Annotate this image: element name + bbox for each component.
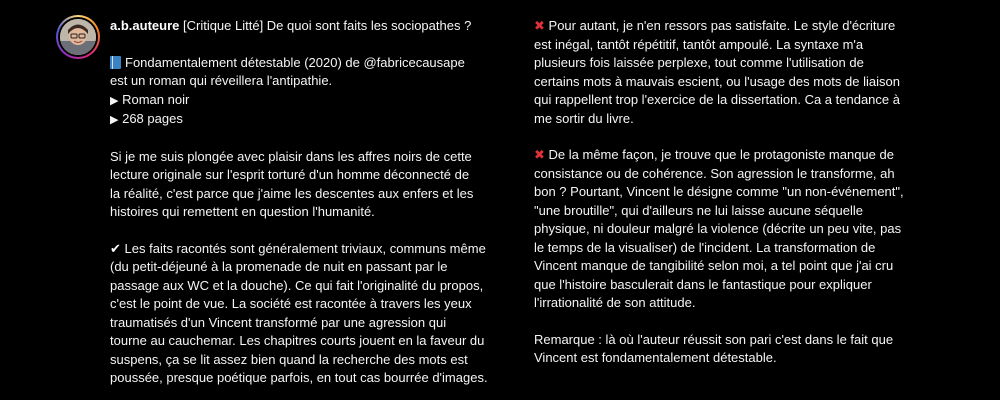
intro-text-1: Fondamentalement détestable (2020) de @fabricecausape [125, 54, 465, 70]
bullet-text-2: 268 pages [122, 111, 183, 126]
post-header-line [110, 17, 522, 36]
username-link[interactable]: a.b.auteure [110, 18, 180, 33]
paragraph-3 [534, 17, 934, 128]
intro-line-2: est un roman qui réveillera l'antipathie. [110, 73, 333, 88]
paragraph-1: Si je me suis plongée avec plaisir dans les affres noirs de cette lecture originale sur l'esprit torturé d'un homme déconnecté de la réalité, c'est parce que j'aime les descentes aux enfers et les histoires qui remettent en question l'humanité. [110, 148, 474, 219]
triangle-bullet-icon: ▶ [110, 94, 119, 107]
avatar-frame [58, 17, 98, 57]
paragraph-4-text: De la même façon, je trouve que le protagoniste manque de consistance ou de cohérence. Son agression le transforme, ah bon ? Pourtant, Vincent le désigne comme "un non-événement", "une broutille", qui d'ailleurs ne lui laisse aucune séquelle physique, ni douleur malgré la violence (décrite un peu vite, pas le temps de la visualiser) de l'incident. La transformation de Vincent manque de tangibilité selon moi, a tel point que j'ai cru que l'histoire basculerait dans le fantastique pour expliquer l'irrationalité de son attitude. [534, 147, 904, 310]
paragraph-2-text: Les faits racontés sont généralement triviaux, communs même (du petit-déjeuné à la promenade de nuit en passant par le passage aux WC et la douche). Ce qui fait l'originalité du propos, c'est le point de vue. La société est racontée à travers les yeux traumatisés d'un Vincent transformé par une agression qui tourne au cauchemar. Les chapitres courts jouent en la faveur du suspens, ça se lit assez bien quand la recherche des mots est poussée, presque poétique parfois, en tout cas bourrée d'images. [110, 240, 488, 385]
check-icon: ✔ [110, 240, 121, 256]
remark-paragraph: Remarque : là où l'auteur réussit son pari c'est dans le fait que Vincent est fondamentalement détestable. [534, 331, 894, 365]
post-column-left [110, 17, 522, 388]
paragraph-4 [534, 146, 934, 313]
bullet-line-2 [110, 110, 522, 130]
bullet-text-1: Roman noir [122, 91, 190, 107]
avatar[interactable] [56, 15, 100, 59]
post-column-right [534, 17, 934, 368]
paragraph-2 [110, 240, 522, 388]
red-cross-icon: ✖ [534, 147, 545, 162]
paragraph-3-text: Pour autant, je n'en ressors pas satisfaite. Le style d'écriture est inégal, tantôt répétitif, tantôt ampoulé. La syntaxe m'a plusieurs fois laissée perplexe, tout comme l'utilisation de certains mots à mauvais escient, ou l'usage des mots de liaison qui rappellent trop l'exercice de la dissertation. Ca a tendance à me sortir du livre. [534, 18, 900, 126]
blue-book-icon [110, 56, 121, 69]
bullet-line-1 [110, 91, 522, 111]
triangle-bullet-icon: ▶ [110, 114, 119, 126]
post-title: [Critique Litté] De quoi sont faits les sociopathes ? [182, 18, 472, 33]
intro-line-1 [110, 54, 522, 73]
red-cross-icon: ✖ [534, 18, 545, 33]
avatar-image [60, 19, 96, 55]
